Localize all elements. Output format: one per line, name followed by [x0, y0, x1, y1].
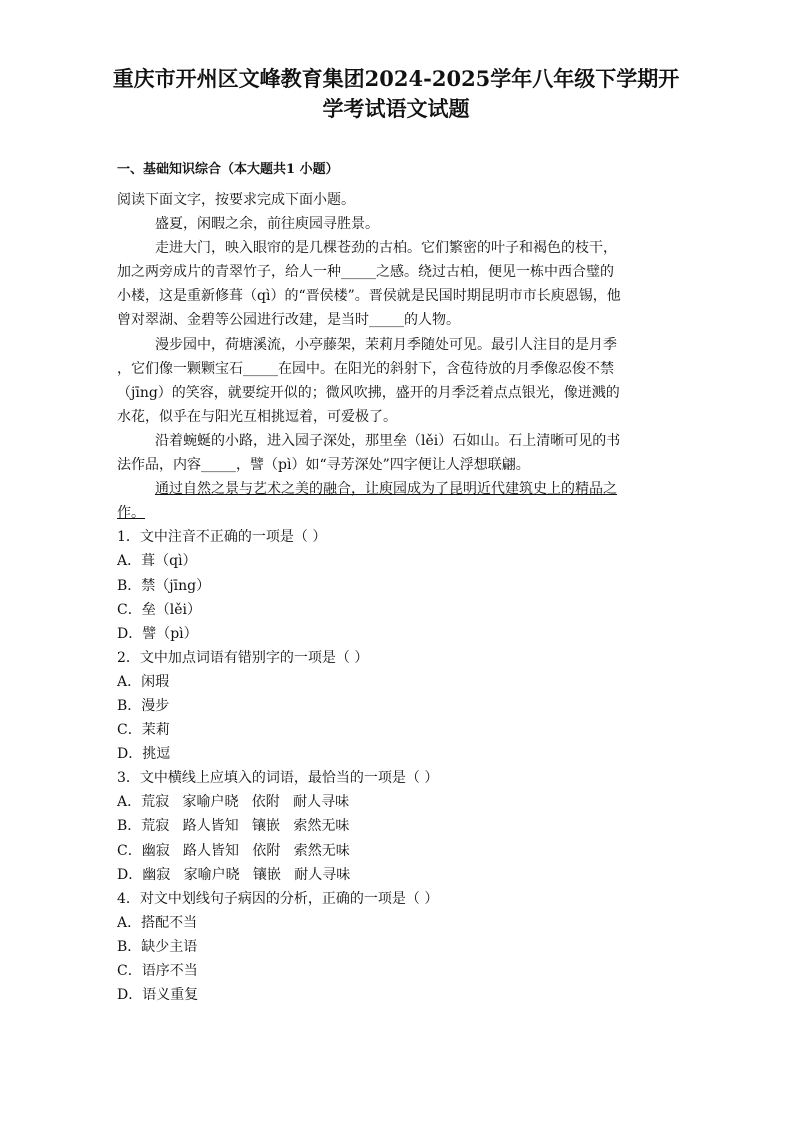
title-line-2: 学考试语文试题 [322, 96, 470, 121]
passage-text: 加之两旁成片的青翠竹子，给人一种_____之感。绕过古柏，便见一栋中西合璧的 [117, 264, 614, 281]
passage-line [117, 260, 677, 284]
passage-line [117, 453, 677, 477]
answer-option: B．缺少主语 [117, 938, 198, 955]
passage-text: 水花，似乎在与阳光互相挑逗着，可爱极了。 [117, 408, 397, 425]
passage-text: （jīng）的笑容，就要绽开似的；微风吹拂，盛开的月季泛着点点银光，像迸溅的 [117, 384, 620, 401]
passage-text: 法作品，内容_____，譬（pì）如“寻芳深处”四字便让人浮想联翩。 [117, 457, 530, 474]
passage-text: 曾对翠湖、金碧等公园进行改建，是当时_____的人物。 [117, 312, 460, 329]
answer-option: B．荒寂 路人皆知 镶嵌 索然无味 [117, 818, 350, 835]
passage-line [117, 333, 677, 357]
passage-line [117, 236, 677, 260]
question-list [117, 525, 677, 1007]
answer-option: C．幽寂 路人皆知 依附 索然无味 [117, 842, 350, 859]
answer-option: A．葺（qì） [117, 553, 197, 570]
passage-line [117, 405, 677, 429]
answer-option: C．茉莉 [117, 722, 170, 739]
passage-line [117, 381, 677, 405]
passage-text: 小楼，这是重新修葺（qì）的“晋侯楼”。晋侯就是民国时期昆明市市长庾恩锡，他 [117, 288, 621, 305]
answer-option: B．禁（jīng） [117, 577, 211, 594]
answer-option: B．漫步 [117, 697, 170, 714]
passage-line [117, 308, 677, 332]
question-item [117, 646, 677, 766]
underlined-sentence: 通过自然之景与艺术之美的融合，让庾园成为了昆明近代建筑史上的精品之 [155, 481, 617, 498]
passage-line [117, 501, 677, 525]
section-heading: 一、基础知识综合（本大题共1 小题） [117, 162, 339, 177]
answer-option: C．垒（lěi） [117, 601, 201, 618]
answer-option: D．譬（pì） [117, 625, 198, 642]
question-item [117, 525, 677, 645]
answer-option: D．语义重复 [117, 987, 199, 1004]
passage-line [117, 477, 677, 501]
passage-text: 走进大门，映入眼帘的是几棵苍劲的古柏。它们繁密的叶子和褐色的枝干， [155, 240, 617, 257]
question-item [117, 766, 677, 886]
answer-option: D．幽寂 家喻户晓 镶嵌 耐人寻味 [117, 866, 351, 883]
title-line-1: 重庆市开州区文峰教育集团2024-2025学年八年级下学期开 [112, 66, 680, 91]
passage-line [117, 357, 677, 381]
passage-text: 沿着蜿蜒的小路，进入园子深处，那里垒（lěi）石如山。石上清晰可见的书 [155, 432, 621, 449]
passage-text: 漫步园中，荷塘溪流，小亭藤架，茉莉月季随处可见。最引人注目的是月季 [155, 336, 617, 353]
passage-text: ，它们像一颗颗宝石_____在园中。在阳光的斜射下，含苞待放的月季像忍俊不禁 [117, 360, 614, 377]
document-title [96, 64, 696, 124]
answer-option: A．搭配不当 [117, 914, 198, 931]
question-stem: 3．文中横线上应填入的词语，最恰当的一项是（ ） [117, 770, 439, 787]
question-stem: 1．文中注音不正确的一项是（ ） [117, 529, 327, 546]
underlined-sentence: 作。 [117, 505, 145, 522]
answer-option: A．闲瑕 [117, 673, 170, 690]
answer-option: D．挑逗 [117, 746, 171, 763]
passage-line [117, 429, 677, 453]
passage-line [117, 284, 677, 308]
passage-text: 盛夏，闲暇之余，前往庾园寻胜景。 [155, 216, 379, 233]
question-stem: 4．对文中划线句子病因的分析，正确的一项是（ ） [117, 890, 439, 907]
answer-option: C．语序不当 [117, 963, 198, 979]
instruction-text: 阅读下面文字，按要求完成下面小题。 [117, 192, 355, 208]
document-body [117, 188, 677, 1007]
question-item [117, 887, 677, 1007]
question-stem: 2．文中加点词语有错别字的一项是（ ） [117, 649, 369, 666]
reading-passage [117, 212, 677, 525]
passage-line [117, 212, 677, 236]
answer-option: A．荒寂 家喻户晓 依附 耐人寻味 [117, 794, 350, 811]
